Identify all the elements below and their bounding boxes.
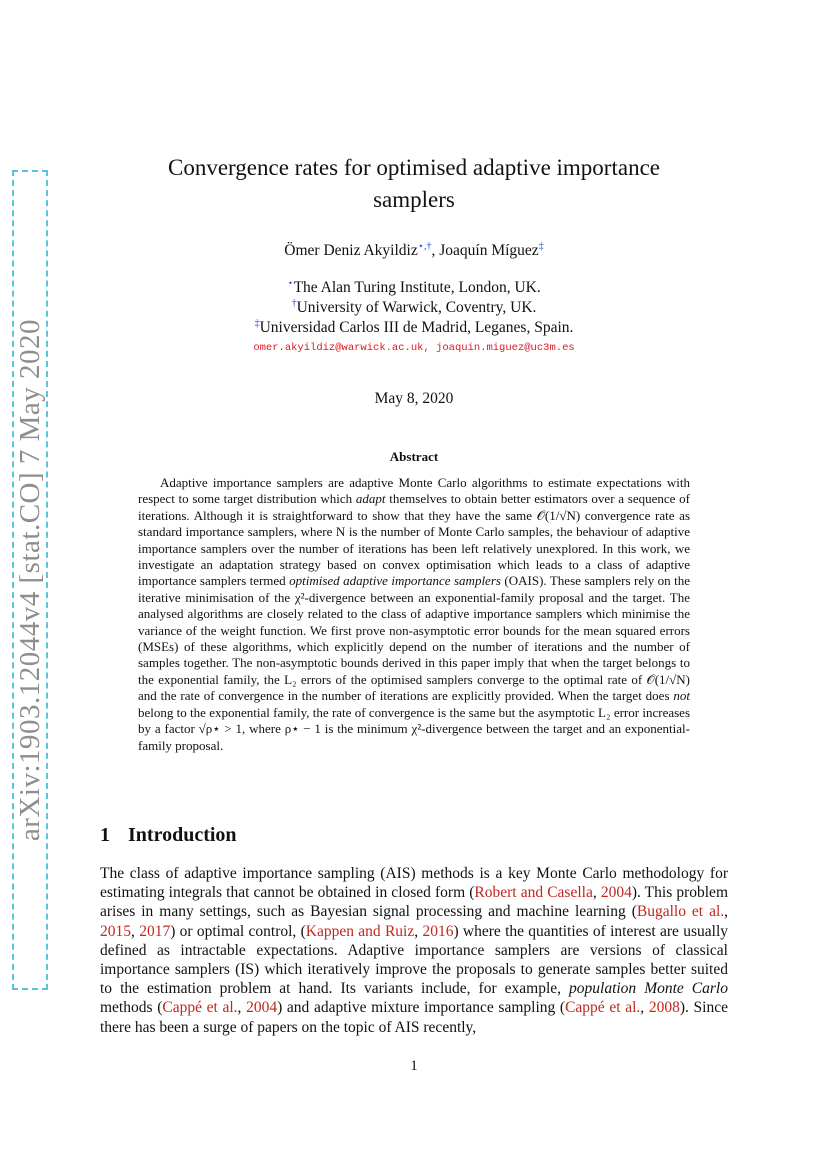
publication-date: May 8, 2020 bbox=[374, 390, 454, 407]
abstract-text bbox=[138, 475, 690, 754]
citation-year-link[interactable]: 2004 bbox=[600, 884, 632, 902]
citation-year-link[interactable]: 2004 bbox=[246, 999, 278, 1017]
citation-year-link[interactable]: 2008 bbox=[648, 999, 680, 1017]
citation-year-link[interactable]: 2017 bbox=[139, 922, 171, 940]
section-title: Introduction bbox=[128, 824, 237, 846]
abstract-emphasis: optimised adaptive importance samplers bbox=[289, 573, 501, 589]
introduction-paragraph: The class of adaptive importance sampling (AIS) methods is a key Monte Carlo methodology for estimating integrals that cannot be obtained in closed form (Robert and Casella, 2004). This problem arises in many settings, such as Bayesian signal processing and machine learning (Bugallo et al., 2015, 2017) or optimal control, (Kappen and Ruiz, 2016) where the quantities of interest are usually defined as intractable expectations. Adaptive importance samplers are versions of classical importance samplers (IS) which iteratively improve the proposals to generate samples better suited to the estimation problem at hand. Its variants include, for example, population Monte Carlo methods (Cappé et al., 2004) and adaptive mixture importance sampling (Cappé et al., 2008). Since there has been a surge of papers on the topic of AIS recently, bbox=[100, 865, 729, 1036]
author-list bbox=[0, 242, 828, 260]
affiliation-marker: ⋆ bbox=[287, 277, 294, 289]
abstract-span: Adaptive importance samplers are adaptive Monte Carlo algorithms to estimate expectations with respect to some target distribution which bbox=[138, 475, 690, 507]
affiliation-text: Universidad Carlos III de Madrid, Leganes, Spain. bbox=[259, 319, 574, 336]
affiliation-line bbox=[0, 318, 828, 338]
abstract-span: belong to the exponential family, the rate of convergence is the same but the asymptotic L₂ error increases by a factor √ρ⋆ > 1, where ρ⋆ − 1 is the minimum χ²-divergence between the target and an exponential-family proposal. bbox=[138, 704, 690, 753]
section-number: 1 bbox=[100, 824, 110, 846]
intro-span: ). Since there has been a surge of papers on the topic of AIS recently, bbox=[100, 999, 728, 1036]
affiliation-marker: † bbox=[291, 297, 297, 309]
abstract-heading: Abstract bbox=[389, 449, 439, 464]
affiliation-text: University of Warwick, Coventry, UK. bbox=[296, 299, 537, 316]
author-emails[interactable]: omer.akyildiz@warwick.ac.uk, joaquin.miguez@uc3m.es bbox=[253, 342, 575, 354]
author-name: Ömer Deniz Akyildiz bbox=[284, 242, 418, 259]
abstract-emphasis: adapt bbox=[355, 491, 386, 507]
intro-span: ) where the quantities of interest are usually defined as intractable expectations. Adaptive importance samplers are versions of classical importance samplers (IS) which iteratively improve the proposals to generate samples better suited to the estimation problem at hand. Its variants include, for example, bbox=[100, 922, 729, 998]
author-affiliation-marker: ⋆,† bbox=[417, 240, 432, 252]
intro-span: methods ( bbox=[100, 999, 163, 1017]
citation-link[interactable]: Cappé et al. bbox=[162, 999, 238, 1017]
citation-link[interactable]: Bugallo et al. bbox=[636, 903, 725, 921]
author-name: Joaquín Míguez bbox=[439, 242, 539, 259]
abstract-span: themselves to obtain better estimators over a sequence of iterations. Although it is straightforward to show that they have the same 𝒪(1/√N) convergence rate as standard importance samplers, where N is the number of Monte Carlo samples, the behaviour of adaptive importance samplers over the number of iterations has been left relatively unexplored. In this work, we investigate an adaptation strategy based on convex optimisation which leads to a class of adaptive importance samplers termed bbox=[138, 491, 690, 589]
title-line-2: samplers bbox=[373, 187, 455, 212]
intro-emphasis: population Monte Carlo bbox=[569, 980, 728, 998]
author-separator: , bbox=[431, 242, 440, 259]
intro-span: ) or optimal control, ( bbox=[170, 922, 306, 940]
citation-year-link[interactable]: 2016 bbox=[422, 922, 454, 940]
section-heading bbox=[100, 824, 237, 847]
citation-year-link[interactable]: 2015 bbox=[100, 922, 131, 940]
intro-span: ). This problem arises in many settings, such as Bayesian signal processing and machine learning ( bbox=[100, 884, 728, 921]
affiliation-marker: ‡ bbox=[254, 317, 260, 329]
citation-link[interactable]: Kappen and Ruiz bbox=[305, 922, 415, 940]
title-line-1: Convergence rates for optimised adaptive importance bbox=[168, 155, 660, 180]
paper-title bbox=[0, 152, 828, 216]
page-number: 1 bbox=[410, 1058, 418, 1074]
author-affiliation-marker: ‡ bbox=[538, 240, 544, 252]
affiliation-line bbox=[0, 298, 828, 318]
abstract-emphasis: not bbox=[673, 688, 690, 704]
affiliation-line bbox=[0, 278, 828, 298]
intro-span: ) and adaptive mixture importance sampling ( bbox=[277, 999, 566, 1017]
citation-link[interactable]: Cappé et al. bbox=[565, 999, 641, 1017]
affiliation-text: The Alan Turing Institute, London, UK. bbox=[293, 279, 541, 296]
citation-link[interactable]: Robert and Casella bbox=[474, 884, 593, 902]
abstract-span: (OAIS). These samplers rely on the iterative minimisation of the χ²-divergence between an exponential-family proposal and the target. The analysed algorithms are closely related to the class of adaptive importance samplers which minimise the variance of the weight function. We first prove non-asymptotic error bounds for the mean squared errors (MSEs) of these algorithms, which explicitly depend on the number of iterations and the number of samples together. The non-asymptotic bounds derived in this paper imply that when the target belongs to the exponential family, the L₂ errors of the optimised samplers converge to the optimal rate of 𝒪(1/√N) and the rate of convergence in the number of iterations are explicitly provided. When the target does bbox=[138, 573, 690, 704]
intro-span: The class of adaptive importance sampling (AIS) methods is a key Monte Carlo methodology for estimating integrals that cannot be obtained in closed form ( bbox=[100, 865, 728, 902]
arxiv-identifier-stamp: arXiv:1903.12044v4 [stat.CO] 7 May 2020 bbox=[12, 170, 48, 990]
